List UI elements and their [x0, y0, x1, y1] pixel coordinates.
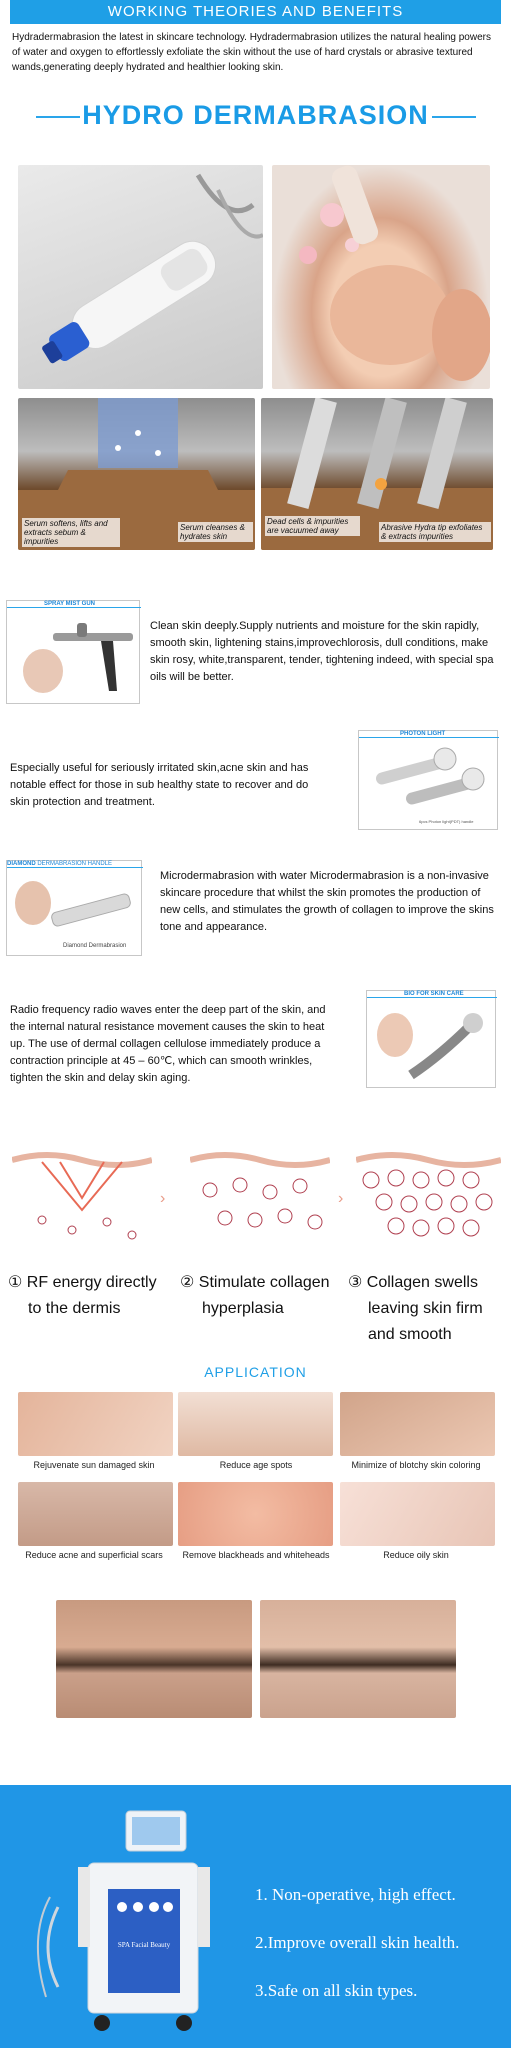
hydra-pen-illustration	[18, 165, 263, 389]
step-2-line-2: hyperplasia	[202, 1300, 284, 1317]
caption-abrasive-tip: Abrasive Hydra tip exfoliates & extracts impurities	[379, 522, 491, 542]
caption-serum-cleanses: Serum cleanses & hydrates skin	[178, 522, 253, 542]
step-3-line-3: and smooth	[368, 1326, 452, 1343]
spray-mist-description: Clean skin deeply.Supply nutrients and moisture for the skin rapidly, smooth skin, lightening stains,improvechlorosis, dull conditions, make skin rosy, white,transparent, tender, tightening indeed, with special spa oils will be better.	[150, 620, 494, 683]
card-top-rule	[7, 867, 143, 868]
app-caption-sun-damage: Rejuvenate sun damaged skin	[33, 1460, 155, 1470]
rf-energy-illustration	[12, 1150, 152, 1250]
spray-gun-icon	[13, 615, 137, 701]
photon-light-label: PHOTON LIGHT	[397, 731, 448, 737]
photon-handle-caption: 6pcs Photon light(PDT) handle	[419, 819, 474, 824]
step-arrow-icon: ›	[160, 1190, 166, 1207]
application-title: APPLICATION	[204, 1364, 307, 1380]
diamond-handle-card	[6, 860, 142, 956]
diamond-label-rest: DERMABRASION HANDLE	[37, 861, 113, 867]
step-1-line-2: to the dermis	[28, 1300, 121, 1317]
step-3-line-2: leaving skin firm	[368, 1300, 483, 1317]
app-photo-blackheads	[178, 1482, 333, 1546]
skin-diagram-serum	[18, 398, 255, 550]
hydro-dermabrasion-title: HYDRO DERMABRASION	[82, 100, 429, 130]
hydrafacial-machine-image	[18, 1797, 218, 2042]
bio-handle-icon	[371, 1005, 493, 1085]
after-treatment-photo	[260, 1600, 456, 1718]
benefit-3: 3.Safe on all skin types.	[255, 1981, 418, 2000]
step-2-line-1: ② Stimulate collagen	[180, 1274, 330, 1291]
diamond-description: Microdermabrasion with water Microdermabrasion is a non-invasive skincare procedure that whilst the skin promotes the production of new cells, and stimulates the growth of collagen to improve the skins tone and appearance.	[160, 870, 494, 933]
machine-panel-text: SPA Facial Beauty	[117, 1941, 171, 1949]
face-illustration	[272, 165, 490, 389]
diamond-handle-icon	[11, 873, 139, 943]
step-arrow-icon: ›	[338, 1190, 344, 1207]
title-divider-right	[432, 116, 476, 118]
app-caption-oily-skin: Reduce oily skin	[383, 1550, 449, 1560]
card-top-rule	[359, 737, 499, 738]
facial-treatment-photo	[272, 165, 490, 389]
caption-serum-softens: Serum softens, lifts and extracts sebum & impurities	[22, 518, 120, 547]
before-treatment-photo	[56, 1600, 252, 1718]
app-photo-age-spots	[178, 1392, 333, 1456]
step-1-line-1: ① RF energy directly	[8, 1274, 157, 1291]
app-photo-blotchy-skin	[340, 1392, 495, 1456]
benefits-banner	[0, 1785, 511, 2048]
diamond-caption: Diamond Dermabrasion	[63, 943, 127, 949]
diamond-label	[7, 861, 115, 867]
app-caption-acne-scars: Reduce acne and superficial scars	[25, 1550, 163, 1560]
hydra-pen-photo	[18, 165, 263, 389]
app-caption-blotchy-skin: Minimize of blotchy skin coloring	[351, 1460, 481, 1470]
bio-skin-care-label: BIO FOR SKIN CARE	[401, 991, 467, 997]
benefit-2: 2.Improve overall skin health.	[255, 1933, 460, 1952]
app-photo-oily-skin	[340, 1482, 495, 1546]
working-theories-banner: WORKING THEORIES AND BENEFITS	[10, 0, 501, 24]
card-top-rule	[7, 607, 141, 608]
photon-light-card	[358, 730, 498, 830]
skin-diagram-vacuum	[261, 398, 493, 550]
photon-light-description: Especially useful for seriously irritated skin,acne skin and has notable effect for those in sub healthy state to recover and do skin protection and treatment.	[10, 762, 309, 808]
step-2-label	[180, 1270, 350, 1322]
step-1-label	[8, 1270, 168, 1322]
card-top-rule	[367, 997, 497, 998]
collagen-swell-illustration	[356, 1150, 501, 1250]
caption-dead-cells: Dead cells & impurities are vacuumed away	[265, 516, 360, 536]
app-caption-age-spots: Reduce age spots	[219, 1460, 293, 1470]
spray-mist-gun-card	[6, 600, 140, 704]
app-photo-acne-scars	[18, 1482, 173, 1546]
photon-handle-icon	[365, 745, 493, 817]
bio-skin-care-card	[366, 990, 496, 1088]
benefit-1: 1. Non-operative, high effect.	[255, 1885, 456, 1904]
step-3-line-1: ③ Collagen swells	[348, 1274, 478, 1291]
app-photo-sun-damage	[18, 1392, 173, 1456]
diamond-label-strong: DIAMOND	[7, 861, 36, 867]
intro-paragraph: Hydradermabrasion the latest in skincare technology. Hydradermabrasion utilizes the natural healing powers of water and oxygen to effortlessly exfoliate the skin without the use of hard crystals or abrasive textured wands,generating deeply hydrated and healthier looking skin.	[12, 32, 491, 73]
step-3-label	[348, 1270, 511, 1348]
collagen-stimulation-illustration	[190, 1150, 330, 1250]
app-caption-blackheads: Remove blackheads and whiteheads	[182, 1550, 330, 1560]
bio-skin-care-description: Radio frequency radio waves enter the deep part of the skin, and the internal natural resistance movement causes the skin to heat up. The use of dermal collagen cellulose immediately produce a contraction principle at 45 – 60℃, which can smooth wrinkles, tighten the skin and delay skin aging.	[10, 1004, 326, 1084]
spray-mist-gun-label: SPRAY MIST GUN	[41, 601, 98, 607]
